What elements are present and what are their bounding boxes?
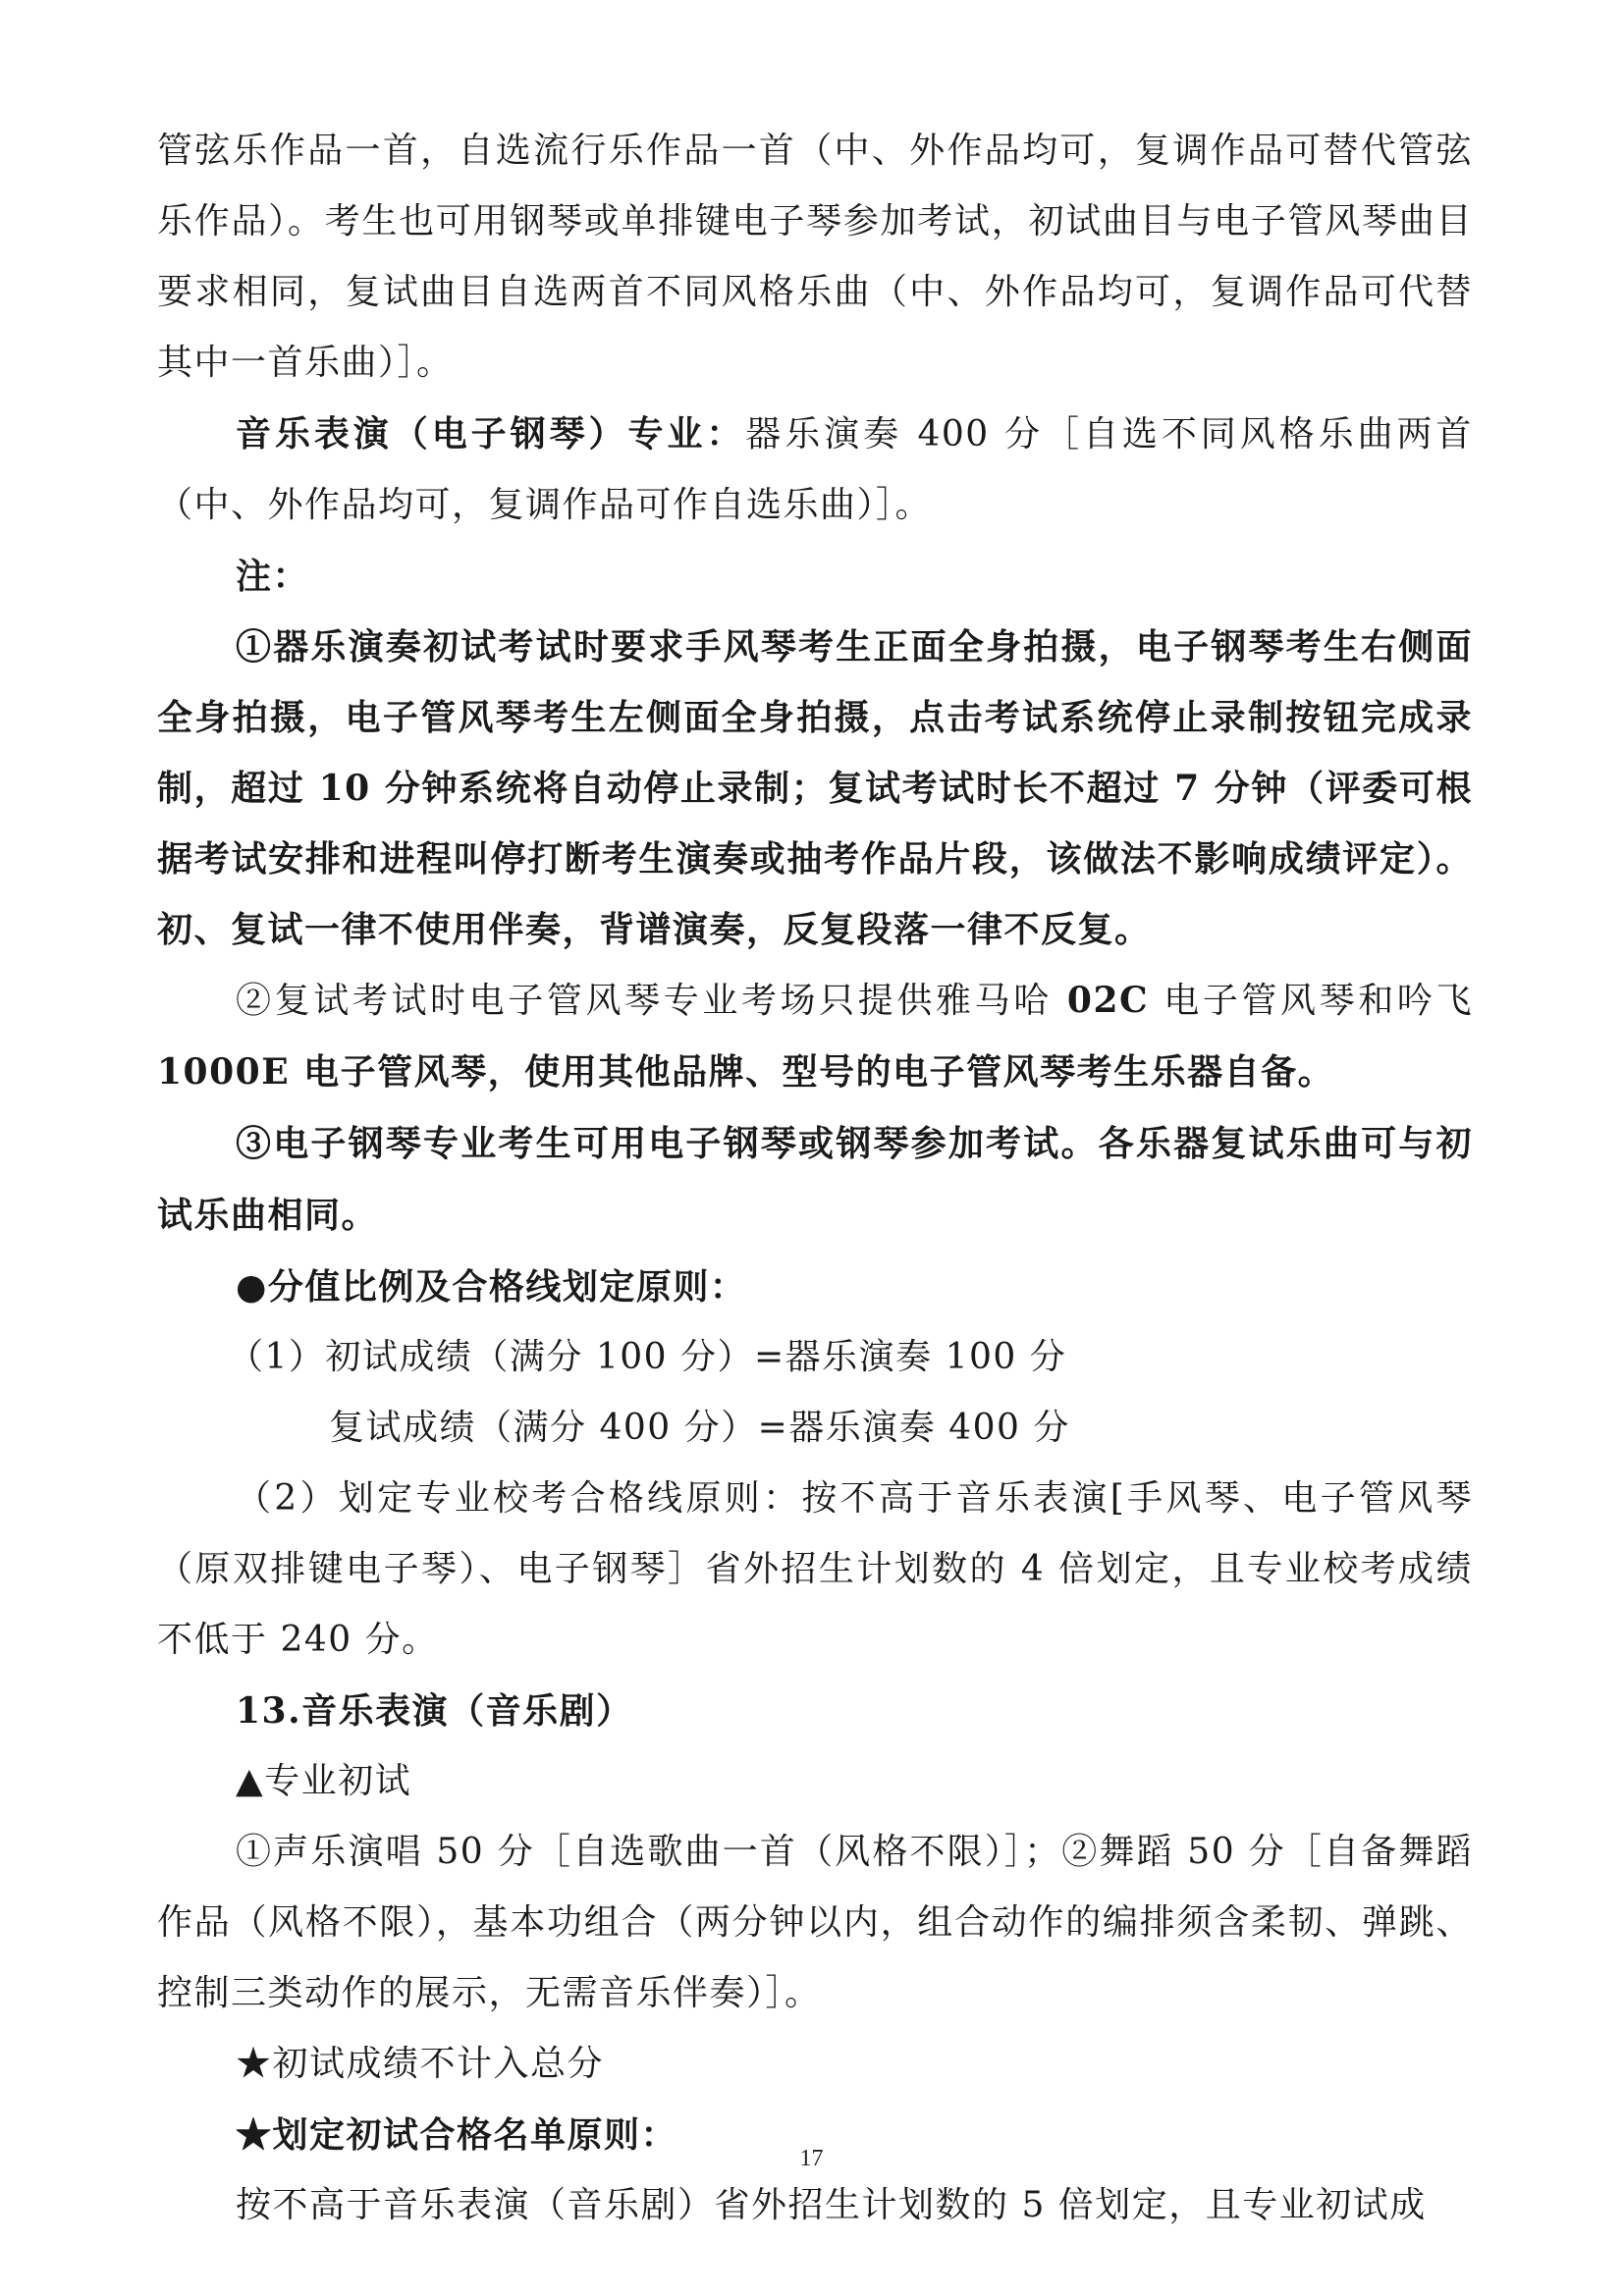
note-1: ①器乐演奏初试考试时要求手风琴考生正面全身拍摄，电子钢琴考生右侧面全身拍摄，电子管风琴考生左侧面全身拍摄，点击考试系统停止录制按钮完成录制，超过 10 分钟系统将自动停止录制；复试考试时长不超过 7 分钟（评委可根据考试安排和进程叫停打断考生演奏或抽考作品片段，该做法不影响成绩评定）。初、复试一律不使用伴奏，背谱演奏，反复段落一律不反复。 [157,626,1473,950]
score-item-2: （2）划定专业校考合格线原则：按不高于音乐表演[手风琴、电子管风琴（原双排键电子琴）、电子钢琴］省外招生计划数的 4 倍划定，且专业校考成绩不低于 240 分。 [157,1478,1473,1660]
star-note-1: ★初试成绩不计入总分 [236,2044,605,2084]
major-label-electronic-piano: 音乐表演（电子钢琴）专业： [236,413,746,454]
note-2-model-1000e: 1000E [157,1051,291,1093]
note-3 [157,1108,1473,1252]
note-label: 注： [236,556,310,597]
score-heading: ●分值比例及合格线划定原则： [236,1266,747,1308]
note-2-part-c: 电子管风琴和吟飞 [1149,981,1473,1021]
paragraph-instrument-requirements: 管弦乐作品一首，自选流行乐作品一首（中、外作品均可，复调作品可替代管弦乐作品）。考生也可用钢琴或单排键电子琴参加考试，初试曲目与电子管风琴曲目要求相同，复试曲目自选两首不同风格乐曲（中、外作品均可，复调作品可代替其中一首乐曲）］。 [157,131,1473,383]
note-2 [157,965,1473,1108]
document-body [157,116,1473,2241]
last-paragraph: 按不高于音乐表演（音乐剧）省外招生计划数的 5 倍划定，且专业初试成 [236,2185,1427,2225]
score-item-1b: 复试成绩（满分 400 分）=器乐演奏 400 分 [329,1408,1070,1448]
prelim-text: ①声乐演唱 50 分［自选歌曲一首（风格不限）］；②舞蹈 50 分［自备舞蹈作品（风格不限），基本功组合（两分钟以内，组合动作的编排须含柔韧、弹跳、控制三类动作的展示，无需音乐伴奏）］。 [157,1832,1473,2013]
paragraph-electronic-piano [157,399,1473,541]
score-item-1: （1）初试成绩（满分 100 分）=器乐演奏 100 分 [228,1337,1067,1377]
prelim-heading: ▲专业初试 [236,1761,412,1801]
major-text-electronic-piano: 器乐演奏 400 分［自选不同风格乐曲两首（中、外作品均可，复调作品可作自选乐曲）］。 [157,414,1473,525]
page-number: 17 [799,2146,824,2171]
note-2-part-a: ②复试考试时电子管风琴专业考场只提供雅马哈 [236,981,1067,1021]
star-note-2: ★划定初试合格名单原则： [236,2114,678,2156]
section-13-heading: 13.音乐表演（音乐剧） [236,1690,633,1732]
note-3-text: ③电子钢琴专业考生可用电子钢琴或钢琴参加考试。各乐器复试乐曲可与初试乐曲相同。 [157,1123,1473,1236]
note-2-part-e: 电子管风琴，使用其他品牌、型号的电子管风琴考生乐器自备。 [290,1051,1335,1093]
note-2-model-02c: 02C [1066,980,1150,1021]
